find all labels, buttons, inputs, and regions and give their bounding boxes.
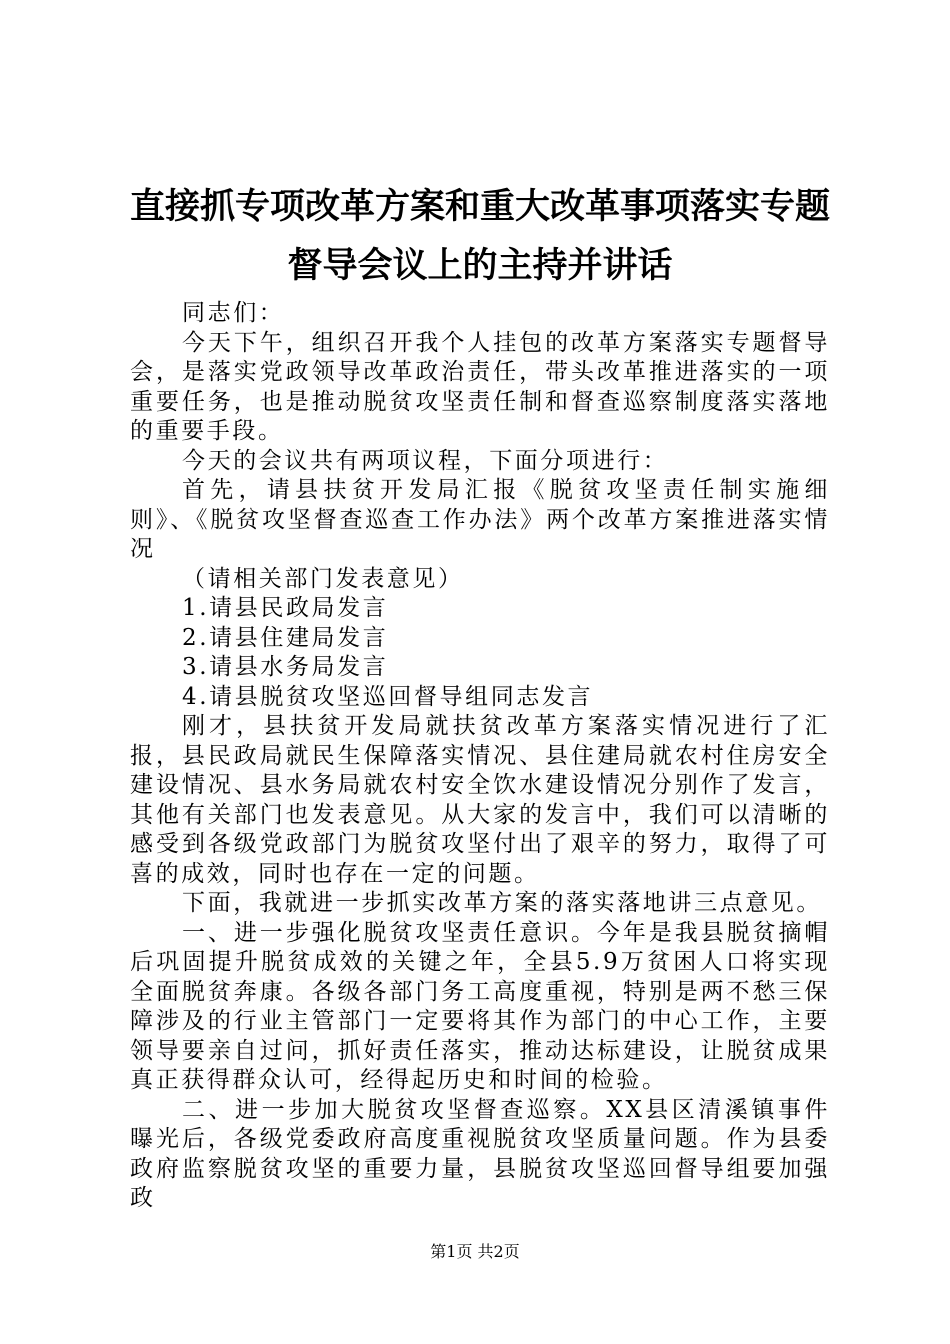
paragraph: 二、进一步加大脱贫攻坚督查巡察。XX县区清溪镇事件曝光后，各级党委政府高度重视脱贫攻坚质量问题。作为县委政府监察脱贫攻坚的重要力量，县脱贫攻坚巡回督导组要加强政 bbox=[130, 1096, 830, 1211]
document-title-line-1: 直接抓专项改革方案和重大改革事项落实专题 bbox=[129, 187, 830, 227]
document-title-line-2: 督导会议上的主持并讲话 bbox=[287, 246, 673, 286]
list-item: 1.请县民政局发言 bbox=[182, 595, 389, 621]
paragraph: 首先，请县扶贫开发局汇报《脱贫攻坚责任制实施细则》、《脱贫攻坚督查巡查工作办法》两个改革方案推进落实情况 bbox=[130, 477, 830, 562]
salutation: 同志们： bbox=[182, 300, 285, 326]
paragraph: 下面，我就进一步抓实改革方案的落实落地讲三点意见。 bbox=[182, 890, 822, 916]
paragraph: 今天下午，组织召开我个人挂包的改革方案落实专题督导会，是落实党政领导改革政治责任，带头改革推进落实的一项重要任务，也是推动脱贫攻坚责任制和督查巡察制度落实落地的重要手段。 bbox=[130, 329, 830, 444]
paragraph: 刚才，县扶贫开发局就扶贫改革方案落实情况进行了汇报，县民政局就民生保障落实情况、县住建局就农村住房安全建设情况、县水务局就农村安全饮水建设情况分别作了发言，其他有关部门也发表意见。从大家的发言中，我们可以清晰的感受到各级党政部门为脱贫攻坚付出了艰辛的努力，取得了可喜的成效，同时也存在一定的问题。 bbox=[130, 713, 830, 887]
list-item: 3.请县水务局发言 bbox=[182, 654, 389, 680]
document-body bbox=[130, 299, 830, 1214]
paragraph: 一、进一步强化脱贫攻坚责任意识。今年是我县脱贫摘帽后巩固提升脱贫成效的关键之年，全县5.9万贫困人口将实现全面脱贫奔康。各级各部门务工高度重视，特别是两不愁三保障涉及的行业主管部门一定要将其作为部门的中心工作，主要领导要亲自过问，抓好责任落实，推动达标建设，让脱贫成果真正获得群众认可，经得起历史和时间的检验。 bbox=[130, 919, 830, 1093]
list-item: 4.请县脱贫攻坚巡回督导组同志发言 bbox=[182, 683, 594, 710]
list-item: 2.请县住建局发言 bbox=[182, 624, 389, 651]
page-number: 第1页 共2页 bbox=[430, 1242, 520, 1261]
paragraph: （请相关部门发表意见） bbox=[182, 565, 464, 592]
paragraph: 今天的会议共有两项议程，下面分项进行： bbox=[182, 447, 669, 474]
